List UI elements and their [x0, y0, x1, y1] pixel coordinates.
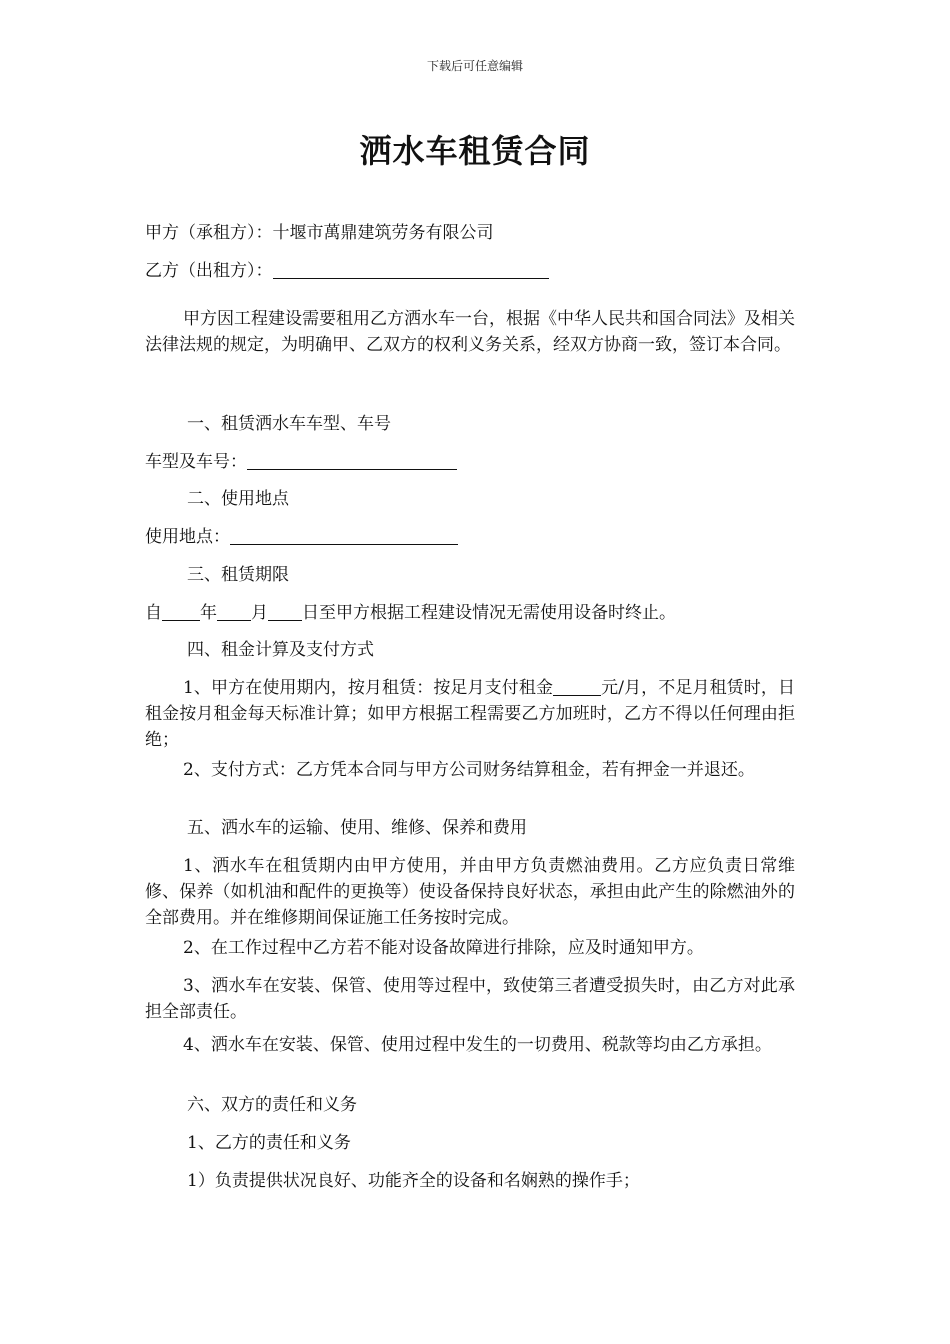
location-field-line: [145, 525, 795, 549]
vehicle-field-line: [145, 450, 795, 474]
section-3-heading: 三、租赁期限: [187, 565, 289, 585]
party-a-line: [145, 221, 795, 245]
vehicle-field-blank[interactable]: [247, 451, 457, 470]
rent-text-b: 元/月，不足月租赁时，日租金按月租金每天标准计算；如甲方根据工程需要乙方加班时，乙方不得以任何理由拒绝；: [145, 678, 795, 750]
section-5-item-3: 3、洒水车在安装、保管、使用等过程中，致使第三者遭受损失时，由乙方对此承担全部责任。: [145, 976, 795, 1022]
vehicle-field-label: 车型及车号：: [145, 452, 247, 472]
term-from-text: 自: [145, 603, 162, 623]
party-b-line: [145, 259, 795, 283]
term-year-blank[interactable]: [162, 602, 200, 621]
section-4-heading: 四、租金计算及支付方式: [187, 640, 374, 660]
section-4-item-1: [145, 675, 795, 753]
section-6-sub-1-item-1: 1）负责提供状况良好、功能齐全的设备和名娴熟的操作手；: [187, 1171, 640, 1191]
term-day-blank[interactable]: [268, 602, 302, 621]
term-line: [145, 601, 795, 625]
party-b-label: 乙方（出租方）：: [145, 261, 273, 281]
term-end-text: 日至甲方根据工程建设情况无需使用设备时终止。: [302, 603, 676, 623]
header-note: 下载后可任意编辑: [426, 59, 523, 73]
section-6-heading: 六、双方的责任和义务: [187, 1095, 357, 1115]
section-4-item-2: 2、支付方式：乙方凭本合同与甲方公司财务结算租金，若有押金一并退还。: [183, 760, 755, 780]
rent-text-a: 1、甲方在使用期内，按月租赁：按足月支付租金: [183, 678, 554, 698]
section-1-heading: 一、租赁洒水车车型、车号: [187, 414, 391, 434]
section-6-sub-1: 1、乙方的责任和义务: [187, 1133, 351, 1153]
section-5-item-1: 1、洒水车在租赁期内由甲方使用，并由甲方负责燃油费用。乙方应负责日常维修、保养（如机油和配件的更换等）使设备保持良好状态，承担由此产生的除燃油外的全部费用。并在维修期间保证施工任务按时完成。: [145, 856, 795, 928]
section-5-item-2: 2、在工作过程中乙方若不能对设备故障进行排除，应及时通知甲方。: [183, 938, 704, 958]
section-5-item-4: 4、洒水车在安装、保管、使用过程中发生的一切费用、税款等均由乙方承担。: [183, 1035, 772, 1055]
term-month-blank[interactable]: [217, 602, 251, 621]
section-5-heading: 五、洒水车的运输、使用、维修、保养和费用: [187, 818, 527, 838]
party-a-text: 甲方（承租方）：十堰市萬鼎建筑劳务有限公司: [145, 223, 494, 243]
location-field-blank[interactable]: [230, 526, 458, 545]
section-2-heading: 二、使用地点: [187, 489, 289, 509]
term-month-text: 月: [251, 603, 268, 623]
intro-paragraph: 甲方因工程建设需要租用乙方洒水车一台，根据《中华人民共和国合同法》及相关法律法规的规定，为明确甲、乙双方的权利义务关系，经双方协商一致，签订本合同。: [145, 309, 795, 355]
rent-amount-blank[interactable]: [553, 677, 601, 696]
party-b-blank[interactable]: [273, 260, 549, 279]
term-year-text: 年: [200, 603, 217, 623]
location-field-label: 使用地点：: [145, 527, 230, 547]
document-title: 洒水车租赁合同: [359, 132, 591, 170]
